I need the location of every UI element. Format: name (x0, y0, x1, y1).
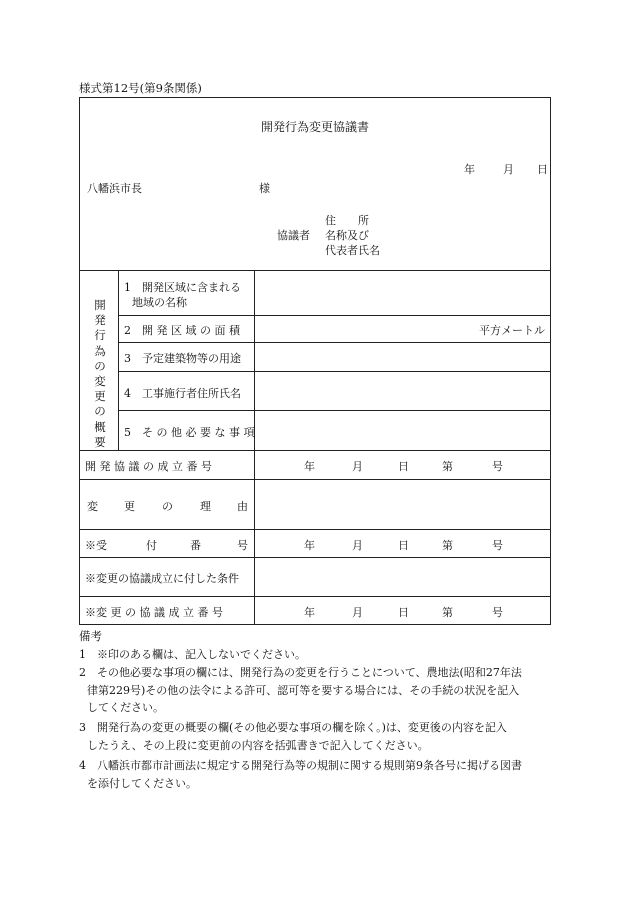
item1-label-cont: 地域の名称 (132, 296, 187, 309)
item2-label: 2 開 発 区 域 の 面 積 (124, 324, 240, 337)
divider (254, 270, 255, 625)
divider (79, 270, 551, 271)
date-month-label: 月 (503, 163, 514, 176)
divider (79, 557, 551, 558)
receipt-month: 月 (352, 539, 363, 552)
consult-year: 年 (304, 460, 315, 473)
consult-dai: 第 (442, 460, 453, 473)
divider (79, 450, 551, 451)
receipt-dai: 第 (442, 539, 453, 552)
divider (118, 315, 551, 316)
reason-label-4: 理 (200, 500, 211, 513)
change-month: 月 (352, 606, 363, 619)
receipt-go: 号 (492, 539, 503, 552)
notes-title: 備考 (79, 629, 102, 643)
reason-label-2: 更 (124, 500, 135, 513)
note-2: 2 その他必要な事項の欄には、開発行為の変更を行うことについて、農地法(昭和27年法 律第229号)その他の法令による許可、認可等を要する場合には、その手続の状況を記入 してください。 (79, 666, 522, 714)
note-4: 4 八幡浜市都市計画法に規定する開発行為等の規制に関する規則第9条各号に掲げる図書 を添付してください。 (79, 759, 522, 790)
consult-month: 月 (352, 460, 363, 473)
consult-number-label: 開 発 協 議 の 成 立 番 号 (85, 460, 212, 473)
date-day-label: 日 (537, 163, 548, 176)
receipt-day: 日 (398, 539, 409, 552)
reason-label-5: 由 (237, 500, 248, 513)
date-year-label: 年 (464, 163, 475, 176)
consult-go: 号 (492, 460, 503, 473)
area-unit: 平方メートル (479, 324, 545, 337)
change-summary-heading: 開 発 行 為 の 変 更 の 概 要 (94, 298, 106, 449)
reason-label-1: 変 (87, 500, 98, 513)
divider (79, 529, 551, 530)
receipt-label-3: 番 (190, 539, 201, 552)
change-number-label: ※変 更 の 協 議 成 立 番 号 (85, 606, 223, 619)
addressee: 八幡浜市長 (87, 182, 142, 195)
note-1: 1 ※印のある欄は、記入しないでください。 (79, 648, 306, 661)
conditions-label: ※変更の協議成立に付した条件 (85, 572, 239, 585)
receipt-year: 年 (304, 539, 315, 552)
change-go: 号 (492, 606, 503, 619)
receipt-label-1: ※受 (85, 539, 107, 552)
receipt-label-4: 号 (237, 539, 248, 552)
reason-label-3: の (162, 500, 173, 513)
document-title: 開発行為変更協議書 (260, 120, 369, 134)
item3-label: 3 予定建築物等の用途 (124, 352, 241, 365)
receipt-label-2: 付 (146, 539, 157, 552)
applicant-org-label: 名称及び (325, 229, 369, 242)
change-dai: 第 (442, 606, 453, 619)
applicant-representative-label: 代表者氏名 (325, 244, 380, 257)
divider (118, 410, 551, 411)
applicant-label: 協議者 (277, 229, 310, 242)
item1-label: 1 開発区域に含まれる (124, 281, 241, 294)
divider (118, 371, 551, 372)
item4-label: 4 工事施行者住所氏名 (124, 387, 241, 400)
divider (79, 479, 551, 480)
change-day: 日 (398, 606, 409, 619)
note-3: 3 開発行為の変更の概要の欄(その他必要な事項の欄を除く。)は、変更後の内容を記入 したうえ、その上段に変更前の内容を括弧書きで記入してください。 (79, 721, 507, 752)
change-year: 年 (304, 606, 315, 619)
divider (79, 596, 551, 597)
consult-day: 日 (398, 460, 409, 473)
divider (118, 342, 551, 343)
form-number-label: 様式第12号(第9条関係) (79, 81, 202, 95)
divider (118, 270, 119, 450)
honorific: 様 (259, 182, 270, 195)
applicant-address-label: 住 所 (325, 214, 369, 227)
item5-label: 5 そ の 他 必 要 な 事 項 (124, 426, 255, 439)
